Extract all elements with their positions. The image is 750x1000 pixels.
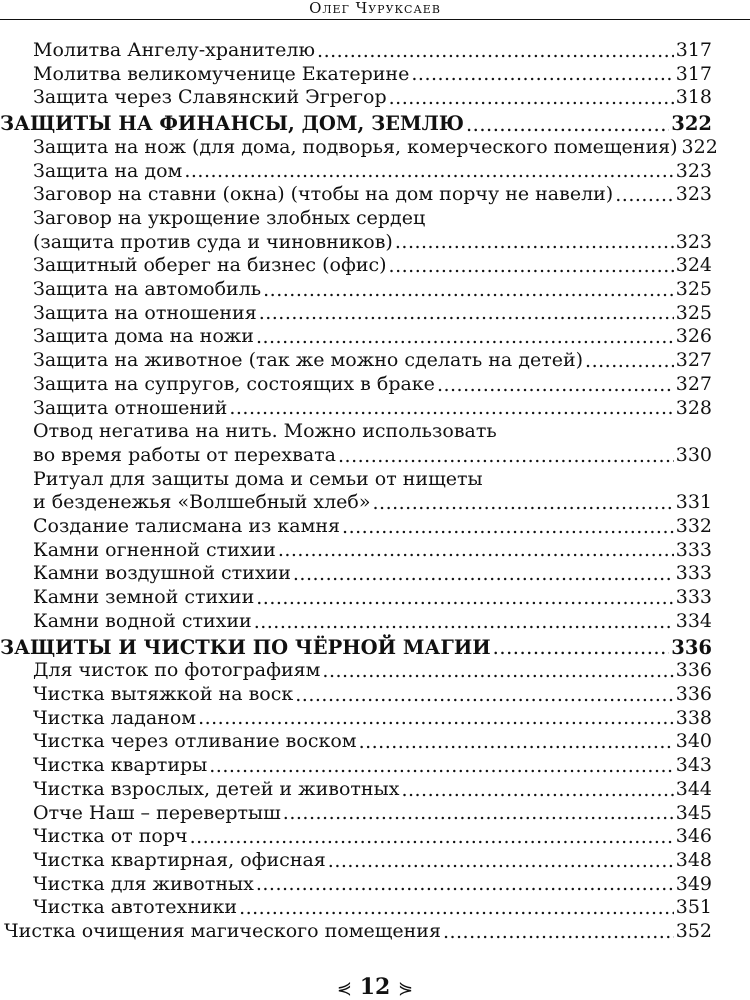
toc-page-number: 332 [675, 515, 712, 538]
toc-page-number: 317 [675, 39, 712, 61]
ornament-left-icon: ⋞ [336, 978, 353, 999]
dot-leader [443, 921, 674, 944]
toc-page-number: 331 [675, 491, 712, 514]
toc-page-number: 338 [675, 706, 712, 729]
toc-entry-title: ЗАЩИТЫ И ЧИСТКИ ПО ЧЁРНОЙ МАГИИ [0, 635, 491, 659]
toc-entry [0, 707, 712, 731]
toc-entry [0, 659, 712, 683]
dot-leader [389, 255, 674, 278]
toc-page-number: 345 [675, 801, 712, 824]
toc-entry [0, 183, 712, 207]
toc-entry [0, 562, 712, 586]
toc-page-number: 326 [675, 325, 712, 348]
toc-entry [0, 254, 712, 278]
toc-page-number: 323 [675, 159, 712, 182]
toc-entry-title: Чистка ладаном [33, 706, 197, 729]
toc-section-heading [0, 636, 712, 660]
toc-entry-title: Чистка через отливание воском [33, 730, 357, 753]
dot-leader [254, 611, 674, 634]
dot-leader [466, 113, 669, 136]
toc-entry [0, 539, 712, 563]
toc-entry-title: Чистка вытяжкой на воск [33, 682, 294, 705]
toc-section-heading [0, 112, 712, 136]
toc-entry-title: Защита на дом [33, 159, 183, 182]
dot-leader [615, 184, 674, 207]
dot-leader [395, 231, 674, 254]
toc-entry-title: во время работы от перехвата [33, 443, 337, 466]
toc-entry [0, 683, 712, 707]
toc-entry [0, 825, 712, 849]
dot-leader [239, 897, 674, 920]
dot-leader [411, 63, 673, 86]
toc-entry [0, 873, 712, 897]
dot-leader [278, 539, 674, 562]
dot-leader [342, 516, 674, 539]
toc-entry [0, 468, 712, 492]
toc-entry-title: Молитва великомученице Екатерине [33, 62, 410, 85]
toc-entry-title: Камни огненной стихии [33, 538, 276, 561]
toc-page-number: 344 [675, 777, 712, 800]
toc-entry-title: и безденежья «Волшебный хлеб» [33, 491, 371, 514]
toc-entry [0, 39, 712, 63]
toc-entry-title: Защита на животное (так же можно сделать на детей) [33, 349, 584, 372]
dot-leader [198, 707, 674, 730]
toc-entry-title: Ритуал для защиты дома и семьи от нищеты [33, 467, 483, 490]
dot-leader [493, 636, 670, 659]
toc-entry [0, 86, 712, 110]
toc-entry-title: Защитный оберег на бизнес (офис) [33, 254, 387, 277]
toc-entry [0, 278, 712, 302]
toc-entry [0, 444, 712, 468]
toc-page-number: 327 [675, 372, 712, 395]
toc-entry-title: Защита на автомобиль [33, 278, 262, 301]
toc-page-number: 325 [675, 278, 712, 301]
page-footer [0, 974, 750, 1000]
toc-page-number: 325 [675, 301, 712, 324]
toc-entry-title: Камни земной стихии [33, 586, 255, 609]
dot-leader [389, 87, 674, 110]
toc-page-number: 351 [675, 896, 712, 919]
dot-leader [256, 326, 674, 349]
page-number: 12 [359, 974, 391, 1000]
running-header [0, 0, 750, 22]
ornament-right-icon: ⋟ [397, 978, 414, 999]
toc-page-number: 324 [675, 254, 712, 277]
dot-leader [293, 563, 674, 586]
toc-page-number: 330 [675, 443, 712, 466]
toc-entry-title: Защита на нож (для дома, подворья, комерческого помещения) [33, 135, 678, 158]
toc-entry-title: ЗАЩИТЫ НА ФИНАНСЫ, ДОМ, ЗЕМЛЮ [0, 112, 464, 136]
dot-leader [322, 660, 673, 683]
toc-entry [0, 515, 712, 539]
toc-entry-title: Защита через Славянский Эгрегор [33, 86, 387, 109]
dot-leader [328, 850, 674, 873]
toc-entry-title: Камни водной стихии [33, 609, 252, 632]
toc-entry [0, 160, 712, 184]
toc-page-number: 317 [675, 62, 712, 85]
dot-leader [209, 755, 673, 778]
toc-entry [0, 302, 712, 326]
toc-page-number: 334 [675, 609, 712, 632]
toc-entry-title: Защита на отношения [33, 301, 257, 324]
header-rule [0, 19, 750, 20]
dot-leader [263, 279, 674, 302]
toc-page-number: 348 [675, 848, 712, 871]
toc-entry [0, 896, 712, 920]
author-name: Олег Чуруксаев [309, 0, 441, 17]
toc-page-number: 336 [671, 635, 712, 659]
dot-leader [184, 160, 673, 183]
dot-leader [259, 302, 674, 325]
toc-page-number: 349 [675, 872, 712, 895]
toc-entry [0, 397, 712, 421]
dot-leader [317, 40, 674, 63]
toc-entry-title: Защита отношений [33, 396, 228, 419]
toc-entry [0, 849, 712, 873]
toc-entry [0, 325, 712, 349]
toc-page-number: 336 [675, 659, 712, 682]
toc-entry-title: Защита на супругов, состоящих в браке [33, 372, 435, 395]
toc-entry-title: Молитва Ангелу-хранителю [33, 39, 316, 61]
toc-entry-title: Отче Наш – перевертыш [33, 801, 281, 824]
toc-entry [0, 920, 712, 944]
toc-entry-title: Камни воздушной стихии [33, 562, 291, 585]
toc-entry [0, 610, 712, 634]
toc-entry-title: Чистка взрослых, детей и животных [33, 777, 400, 800]
toc-entry-title: Чистка автотехники [33, 896, 238, 919]
toc-page-number: 327 [675, 349, 712, 372]
toc-entry [0, 420, 712, 444]
toc-entry-title: Чистка для животных [33, 872, 254, 895]
toc-page-number: 328 [675, 396, 712, 419]
toc-entry-title: Чистка от порч [33, 825, 188, 848]
toc-page-number: 323 [675, 230, 712, 253]
dot-leader [372, 492, 673, 515]
toc-page-number: 323 [675, 183, 712, 206]
dot-leader [437, 374, 674, 397]
toc-page-number: 336 [675, 682, 712, 705]
toc-page-number: 343 [675, 754, 712, 777]
dot-leader [401, 779, 673, 802]
toc-entry [0, 778, 712, 802]
toc-entry-title: Для чисток по фотографиям [33, 659, 321, 682]
toc-page-number: 352 [675, 920, 712, 943]
toc-entry-title: Защита дома на ножи [33, 325, 254, 348]
dot-leader [190, 826, 674, 849]
table-of-contents [0, 39, 718, 944]
toc-entry [0, 207, 712, 231]
toc-page-number: 340 [675, 730, 712, 753]
dot-leader [359, 731, 674, 754]
dot-leader [585, 350, 674, 373]
toc-page-number: 318 [675, 86, 712, 109]
toc-entry [0, 586, 712, 610]
toc-entry-title: Создание талисмана из камня [33, 515, 341, 538]
toc-entry [0, 135, 718, 160]
toc-entry [0, 373, 712, 397]
toc-page-number: 346 [675, 825, 712, 848]
toc-entry-title: Заговор на укрощение злобных сердец [33, 206, 426, 229]
toc-page-number: 322 [671, 112, 712, 136]
toc-entry [0, 491, 712, 515]
toc-entry [0, 349, 712, 373]
toc-entry [0, 802, 712, 826]
toc-page-number: 322 [681, 135, 718, 158]
toc-entry-title: Чистка квартиры [33, 754, 208, 777]
toc-entry [0, 754, 712, 778]
toc-entry [0, 730, 712, 754]
dot-leader [283, 802, 674, 825]
toc-page-number: 333 [675, 538, 712, 561]
toc-entry-title: Чистка квартирная, офисная [33, 848, 326, 871]
dot-leader [256, 587, 674, 610]
dot-leader [256, 873, 674, 896]
toc-entry-title: Отвод негатива на нить. Можно использовать [33, 420, 497, 443]
toc-page-number: 333 [675, 586, 712, 609]
toc-entry-title: (защита против суда и чиновников) [33, 230, 393, 253]
toc-entry [0, 231, 712, 255]
toc-entry [0, 63, 712, 87]
dot-leader [295, 684, 673, 707]
toc-entry-title: Чистка очищения магического помещения [4, 920, 441, 943]
toc-entry-title: Заговор на ставни (окна) (чтобы на дом порчу не навели) [33, 183, 614, 206]
dot-leader [338, 445, 674, 468]
dot-leader [229, 397, 673, 420]
toc-page-number: 333 [675, 562, 712, 585]
